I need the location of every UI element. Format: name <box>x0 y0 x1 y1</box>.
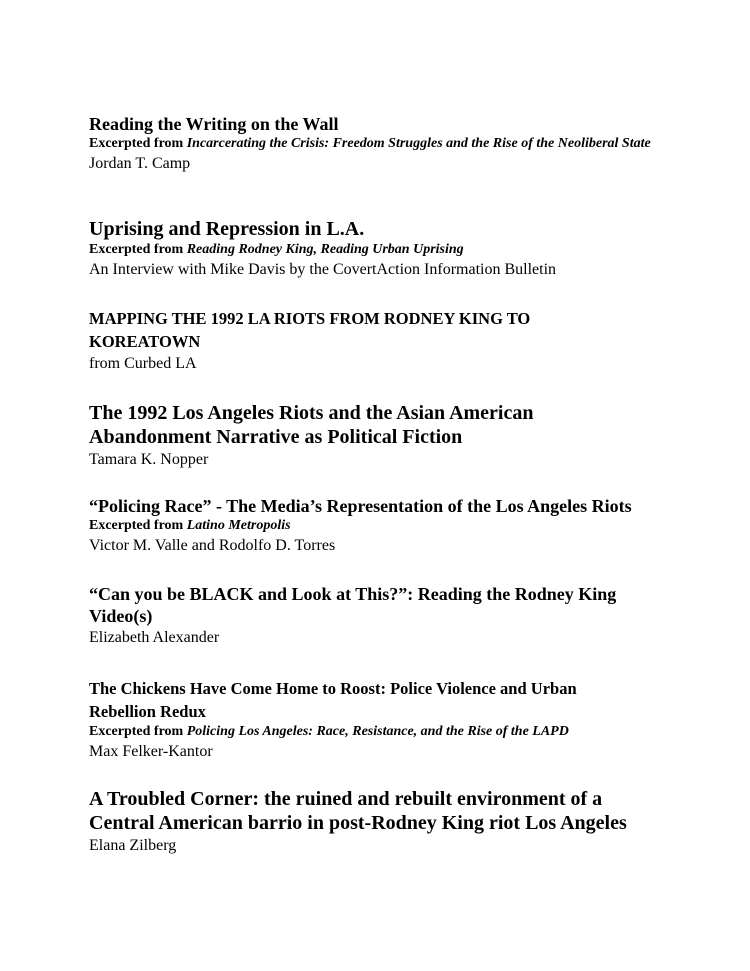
excerpt-source: Latino Metropolis <box>186 518 291 533</box>
excerpt-prefix: Excerpted from <box>89 724 187 739</box>
entry-title: A Troubled Corner: the ruined and rebuilt environment of a Central American barrio in post-Rodney King riot Los Angeles <box>89 788 627 834</box>
entry-title: “Policing Race” - The Media’s Representation of the Los Angeles Riots <box>89 496 632 516</box>
list-item <box>89 401 559 470</box>
entry-author: Victor M. Valle and Rodolfo D. Torres <box>89 537 336 554</box>
excerpt-source: Reading Rodney King, Reading Urban Uprising <box>186 242 464 257</box>
entry-title: Uprising and Repression in L.A. <box>89 218 365 240</box>
entry-title: MAPPING THE 1992 LA RIOTS FROM RODNEY KING TO KOREATOWN <box>89 309 531 351</box>
entry-title: “Can you be BLACK and Look at This?”: Reading the Rodney King Video(s) <box>89 584 617 626</box>
excerpt-prefix: Excerpted from <box>89 136 187 151</box>
list-item <box>89 113 651 174</box>
list-item <box>89 307 559 374</box>
entry-excerpt <box>89 241 556 259</box>
entry-excerpt <box>89 723 609 741</box>
excerpt-prefix: Excerpted from <box>89 242 187 257</box>
entry-title: Reading the Writing on the Wall <box>89 114 339 134</box>
entry-title: The 1992 Los Angeles Riots and the Asian American Abandonment Narrative as Political Fiction <box>89 402 534 448</box>
entry-author: Tamara K. Nopper <box>89 451 209 468</box>
entry-author: An Interview with Mike Davis by the CovertAction Information Bulletin <box>89 261 557 278</box>
list-item <box>89 495 632 556</box>
excerpt-prefix: Excerpted from <box>89 518 187 533</box>
list-item <box>89 677 609 762</box>
entry-author: Elizabeth Alexander <box>89 629 220 646</box>
list-item <box>89 583 639 648</box>
entry-author: Jordan T. Camp <box>89 155 191 172</box>
entry-author: from Curbed LA <box>89 355 197 372</box>
entry-author: Max Felker-Kantor <box>89 743 213 760</box>
entry-excerpt <box>89 135 651 153</box>
entry-title: The Chickens Have Come Home to Roost: Police Violence and Urban Rebellion Redux <box>89 679 577 721</box>
list-item <box>89 217 556 280</box>
excerpt-source: Incarcerating the Crisis: Freedom Struggles and the Rise of the Neoliberal State <box>186 136 651 151</box>
entry-author: Elana Zilberg <box>89 837 177 854</box>
list-item <box>89 787 669 856</box>
entry-excerpt <box>89 517 632 535</box>
excerpt-source: Policing Los Angeles: Race, Resistance, and the Rise of the LAPD <box>186 724 569 739</box>
